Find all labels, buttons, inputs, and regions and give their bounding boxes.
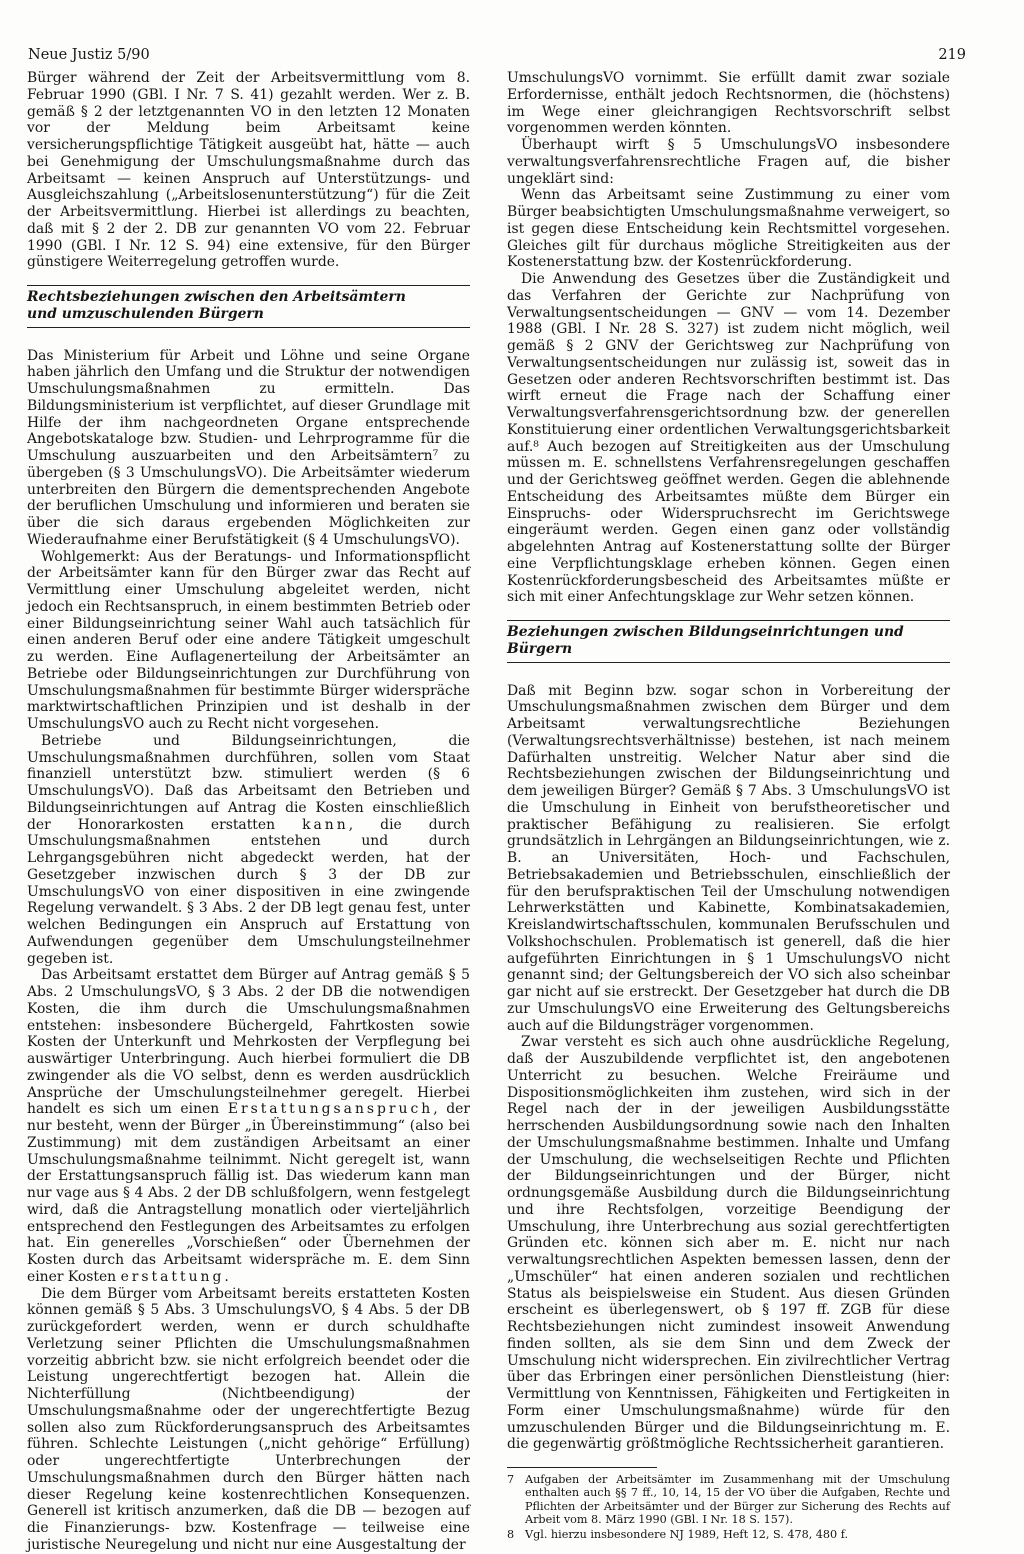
running-header-journal: Neue Justiz 5/90 bbox=[28, 47, 150, 63]
section-heading-line: und umzuschulenden Bürgern bbox=[27, 305, 264, 322]
footnote bbox=[507, 1473, 950, 1527]
paragraph: Zwar versteht es sich auch ohne ausdrückliche Regelung, daß der Auszubildende verpflichtet ist, den angebotenen Unterricht zu besuchen. Welche Freiräume und Dispositionsmöglichkeiten ihm zustehen, wird sich in der Regel nach der in der jeweiligen Ausbildungsstätte herrschenden Ausbildungsordnung sowie nach den Inhalten der Umschulungsmaßnahme bestimmen. Inhalte und Umfang der Umschulung, die wechselseitigen Rechte und Pflichten der Bildungseinrichtungen und der Bürger, nicht ordnungsgemäße Ausbildung durch die Bildungseinrichtung und ihre Rechtsfolgen, vorzeitige Beendigung der Umschulung, ihre Unterbrechung aus sozial gerechtfertigten Gründen etc. können sich aber m. E. nicht nur nach verwaltungsrechtlichen Aspekten bemessen lassen, denn der „Umschüler“ hat einen anderen sozialen und rechtlichen Status als beispielsweise ein Student. Aus diesen Gründen erscheint es überlegenswert, ob § 197 ff. ZGB für diese Rechtsbeziehungen nicht zumindest insoweit Anwendung finden sollten, als sie dem Sinn und dem Zweck der Umschulung nicht widersprechen. Ein zivilrechtlicher Vertrag über das Erbringen einer persönlichen Dienstleistung (hier: Vermittlung von Kenntnissen, Fähigkeiten und Fertigkeiten in Form einer Umschulungsmaßnahme) würde für den umzuschulenden Bürger und die Bildungseinrichtung m. E. die gegenwärtig größtmögliche Rechtssicherheit garantieren. bbox=[507, 1034, 950, 1453]
paragraph: Wenn das Arbeitsamt seine Zustimmung zu einer vom Bürger beabsichtigten Umschulungsmaßnahme verweigert, so ist gegen diese Entscheidung kein Rechtsmittel vorgesehen. Gleiches gilt für durchaus mögliche Streitigkeiten aus der Kostenerstattung bzw. der Kostenrückforderung. bbox=[507, 187, 950, 271]
footnote-text: Aufgaben der Arbeitsämter im Zusammenhang mit der Umschulung enthalten auch §§ 7 ff., 10, 14, 15 der VO über die Aufgaben, Rechte und Pflichten der Arbeitsämter und der Bürger zur Sicherung des Rechts auf Arbeit vom 8. März 1990 (GBl. I Nr. 18 S. 157). bbox=[525, 1473, 950, 1527]
text-run: , die durch Umschulungsmaßnahmen entstehen und durch Lehrgangsgebühren nicht abgedeckt werden, hat der Gesetzgeber inzwischen durch § 3 der DB zur UmschulungsVO von einer dispositiven in eine zwingende Regelung verwandelt. § 3 Abs. 2 der DB legt genau fest, unter welchen Bedingungen ein Anspruch auf Erstattung von Aufwendungen gegenüber dem Umschulungsteilnehmer gegeben ist. bbox=[27, 816, 470, 967]
paragraph bbox=[27, 967, 470, 1285]
paragraph bbox=[27, 733, 470, 968]
text-run: , der nur besteht, wenn der Bürger „in Übereinstimmung“ (also bei Zustimmung) mit dem zuständigen Arbeitsamt an einer Umschulungsmaßnahme teilnimmt. Nicht geregelt ist, wann der Erstattungsanspruch fällig ist. Das wiederum kann man nur vage aus § 4 Abs. 2 der DB schlußfolgern, wenn festgelegt wird, daß die Antragstellung monatlich oder vierteljährlich entsprechend den Festlegungen des Arbeitsamtes zu erfolgen hat. Ein generelles „Vorschießen“ oder Übernehmen der Kosten durch das Arbeitsamt widerspräche m. E. dem Sinn einer Kosten bbox=[27, 1101, 470, 1285]
right-column bbox=[507, 70, 950, 1542]
section-heading-line: Beziehungen zwischen Bildungseinrichtungen und Bürgern bbox=[507, 624, 904, 657]
text-run: . bbox=[224, 1268, 229, 1285]
footnote bbox=[507, 1528, 950, 1541]
footnote-number: 8 bbox=[507, 1527, 515, 1541]
section-heading-line: Rechtsbeziehungen zwischen den Arbeitsämtern bbox=[27, 289, 406, 305]
paragraph: Die Anwendung des Gesetzes über die Zuständigkeit und das Verfahren der Gerichte zur Nachprüfung von Verwaltungsentscheidungen — GNV — vom 14. Dezember 1988 (GBl. I Nr. 28 S. 327) ist zudem nicht möglich, weil gemäß § 2 GNV der Gerichtsweg zur Nachprüfung von Verwaltungsentscheidungen nur zulässig ist, soweit das in Gesetzen oder anderen Rechtsvorschriften bestimmt ist. Das wirft erneut die Frage nach der Schaffung einer Verwaltungsverfahrensgerichtsordnung bzw. der generellen Konstituierung einer ordentlichen Verwaltungsgerichtsbarkeit auf.⁸ Auch bezogen auf Streitigkeiten aus der Umschulung müssen m. E. schnellstens Verfahrensregelungen geschaffen und der Gerichtsweg geöffnet werden. Gegen die ablehnende Entscheidung des Arbeitsamtes müßte dem Bürger ein Einspruchs- oder Widerspruchsrecht im Gerichtswege eingeräumt werden. Gegen einen ganz oder vollständig abgelehnten Antrag auf Kostenerstattung sollte der Bürger eine Verpflichtungsklage erheben können. Gegen einen Kostenrückforderungsbescheid des Arbeitsamtes müßte er sich mit einer Anfechtungsklage zur Wehr setzen können. bbox=[507, 271, 950, 606]
footnote-divider bbox=[507, 1467, 657, 1468]
paragraph: Wohlgemerkt: Aus der Beratungs- und Informationspflicht der Arbeitsämter kann für den Bürger zwar das Recht auf Vermittlung einer Umschulung abgeleitet werden, nicht jedoch ein Rechtsanspruch, in einem bestimmten Betrieb oder einer Bildungseinrichtung seiner Wahl auch tatsächlich für einen anderen Beruf oder eine andere Tätigkeit umgeschult zu werden. Eine Auflagenerteilung der Arbeitsämter an Betriebe oder Bildungseinrichtungen zur Durchführung von Umschulungsmaßnahmen für bestimmte Bürger widerspräche marktwirtschaftlichen Prinzipien und ist deshalb in der UmschulungsVO auch zu Recht nicht vorgesehen. bbox=[27, 548, 470, 732]
section-heading bbox=[27, 285, 470, 328]
section-heading bbox=[507, 620, 950, 663]
page-number: 219 bbox=[938, 47, 966, 63]
paragraph: Das Ministerium für Arbeit und Löhne und seine Organe haben jährlich den Umfang und die Struktur der notwendigen Umschulungsmaßnahmen zu ermitteln. Das Bildungsministerium ist verpflichtet, auf dieser Grundlage mit Hilfe der ihm nachgeordneten Organe entsprechende Angebotskataloge bzw. Studien- und Lehrprogramme für die Umschulung auszuarbeiten und den Arbeitsämtern⁷ zu übergeben (§ 3 UmschulungsVO). Die Arbeitsämter wiederum unterbreiten den Bürgern die dementsprechenden Angebote der beruflichen Umschulung und informieren und beraten sie über die sich daraus ergebenden Möglichkeiten zur Wiederaufnahme einer Berufstätigkeit (§ 4 UmschulungsVO). bbox=[27, 347, 470, 548]
paragraph: Bürger während der Zeit der Arbeitsvermittlung vom 8. Februar 1990 (GBl. I Nr. 7 S. 41) gezahlt werden. Wer z. B. gemäß § 2 der letztgenannten VO in den letzten 12 Monaten vor der Meldung beim Arbeitsamt keine versicherungspflichtige Tätigkeit ausgeübt hat, hätte — auch bei Genehmigung der Umschulungsmaßnahme durch das Arbeitsamt — keinen Anspruch auf Unterstützungs- und Ausgleichszahlung („Arbeitslosenunterstützung“) für die Zeit der Arbeitsvermittlung. Hierbei ist allerdings zu beachten, daß mit § 2 der 2. DB zur genannten VO vom 22. Februar 1990 (GBl. I Nr. 12 S. 94) eine extensive, für den Bürger günstigere Weiterregelung getroffen wurde. bbox=[27, 70, 470, 271]
paragraph: Die dem Bürger vom Arbeitsamt bereits erstatteten Kosten können gemäß § 5 Abs. 3 UmschulungsVO, § 4 Abs. 5 der DB zurückgefordert werden, wenn er durch schuldhafte Verletzung seiner Pflichten die Umschulungsmaßnahmen vorzeitig abbricht bzw. sie nicht erfolgreich beendet oder die Leistung ungerechtfertigt bezogen hat. Allein die Nichterfüllung (Nichtbeendigung) der Umschulungsmaßnahme oder der ungerechtfertigte Bezug sollen also zum Rückforderungsanspruch des Arbeitsamtes führen. Schlechte Leistungen („nicht gehörige“ Erfüllung) oder ungerechtfertigte Unterbrechungen der Umschulungsmaßnahmen durch den Bürger hätten nach dieser Regelung keine kostenrechtlichen Konsequenzen. Generell ist kritisch anzumerken, daß die DB — bezogen auf die Finanzierungs- bzw. Kostenfrage — teilweise eine juristische Neuregelung und nicht nur eine Ausgestaltung der bbox=[27, 1285, 470, 1553]
emphasis-spaced: Erstattungsanspruch bbox=[227, 1101, 434, 1118]
paragraph: Überhaupt wirft § 5 UmschulungsVO insbesondere verwaltungsverfahrensrechtliche Fragen auf, die bisher ungeklärt sind: bbox=[507, 137, 950, 187]
paragraph: Daß mit Beginn bzw. sogar schon in Vorbereitung der Umschulungsmaßnahmen zwischen dem Bürger und dem Arbeitsamt verwaltungsrechtliche Beziehungen (Verwaltungsrechtsverhältnisse) bestehen, ist nach meinem Dafürhalten unstreitig. Welcher Natur aber sind die Rechtsbeziehungen zwischen der Bildungseinrichtung und dem jeweiligen Bürger? Gemäß § 7 Abs. 3 UmschulungsVO ist die Umschulung in Einheit von berufstheoretischer und praktischer Befähigung zu realisieren. Sie erfolgt grundsätzlich in Lehrgängen an Bildungseinrichtungen, wie z. B. an Universitäten, Hoch- und Fachschulen, Betriebsakademien und Betriebsschulen, einschließlich der für den berufspraktischen Teil der Umschulung notwendigen Lehrwerkstätten und Kabinette, Kombinatsakademien, Kreislandwirtschaftsschulen, kommunalen Berufsschulen und Volkshochschulen. Problematisch ist generell, daß die hier aufgeführten Einrichtungen in § 1 UmschulungsVO nicht genannt sind; der Geltungsbereich der VO sich also scheinbar gar nicht auf sie erstreckt. Der Gesetzgeber hat durch die DB zur UmschulungsVO eine Erweiterung des Geltungsbereichs auch auf die Bildungsträger vorgenommen. bbox=[507, 682, 950, 1034]
footnote-text: Vgl. hierzu insbesondere NJ 1989, Heft 12, S. 478, 480 f. bbox=[525, 1527, 849, 1541]
footnote-number: 7 bbox=[507, 1473, 515, 1486]
text-run: Das Arbeitsamt erstattet dem Bürger auf Antrag gemäß § 5 Abs. 2 UmschulungsVO, § 3 Abs. 2 der DB die notwendigen Kosten, die ihm durch die Umschulungsmaßnahmen entstehen: insbesondere Büchergeld, Fahrtkosten sowie Kosten der Unterkunft und Mehrkosten der Verpflegung bei auswärtiger Unterbringung. Auch hierbei formuliert die DB zwingender als die VO selbst, denn es werden ausdrücklich Ansprüche der Umschulungsteilnehmer geregelt. Hierbei handelt es sich um einen bbox=[27, 967, 470, 1118]
paragraph: UmschulungsVO vornimmt. Sie erfüllt damit zwar soziale Erfordernisse, enthält jedoch Rechtsnormen, die (höchstens) im Wege einer gleichrangigen Rechtsvorschrift selbst vorgenommen werden könnten. bbox=[507, 70, 950, 137]
text-run: Betriebe und Bildungseinrichtungen, die Umschulungsmaßnahmen durchführen, sollen vom Staat finanziell unterstützt bzw. stimuliert werden (§ 6 UmschulungsVO). Daß das Arbeitsamt den Betrieben und Bildungseinrichtungen auf Antrag die Kosten einschließlich der Honorarkosten erstatten bbox=[27, 732, 470, 833]
emphasis-spaced: erstattung bbox=[120, 1268, 225, 1285]
left-column bbox=[27, 70, 470, 1554]
emphasis-spaced: kann bbox=[302, 816, 349, 833]
